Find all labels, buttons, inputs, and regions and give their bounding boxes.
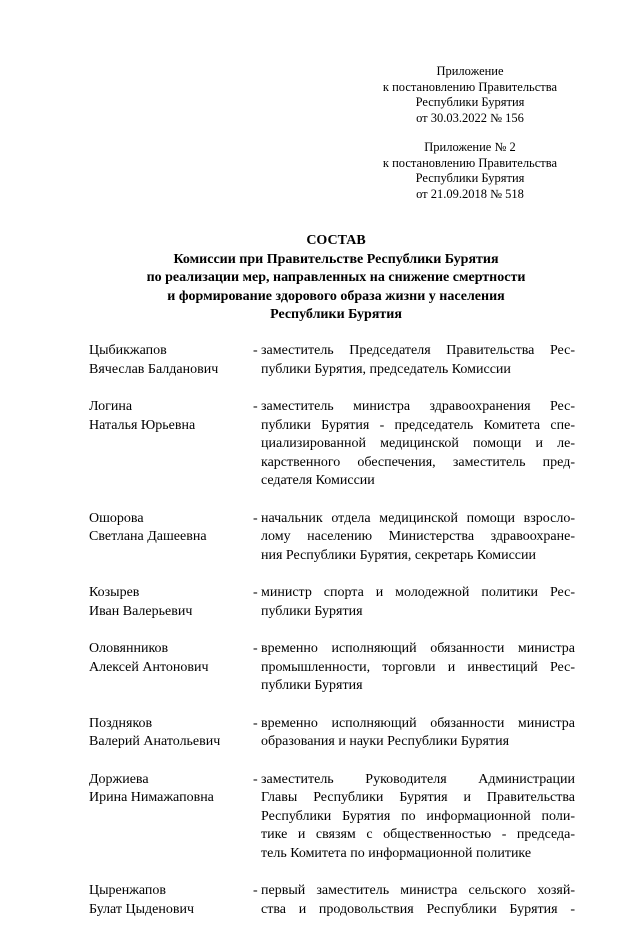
member-surname: Доржиева: [89, 771, 149, 787]
member-entry: [89, 342, 575, 379]
member-surname: Цыбикжапов: [89, 343, 167, 358]
document-title: [80, 232, 592, 325]
member-dash: -: [253, 399, 258, 414]
member-name: [89, 342, 253, 379]
appendix-line: от 30.03.2022 № 156: [416, 110, 524, 125]
member-role: [261, 640, 575, 696]
member-given-names: Светлана Дашеевна: [89, 529, 207, 544]
role-line: тике и связям с общественностью - председа-: [261, 827, 575, 842]
member-role: [261, 882, 575, 919]
role-line: Республики Бурятия по информационной поли-: [261, 808, 575, 824]
appendix-note-original: [360, 140, 580, 202]
member-dash: -: [253, 585, 258, 600]
member-given-names: Булат Цыденович: [89, 901, 195, 917]
role-line: первый заместитель министра сельского хозяй-: [261, 883, 575, 898]
title-line: СОСТАВ: [306, 233, 366, 248]
member-entry: [89, 771, 575, 864]
role-line: седателя Комиссии: [261, 473, 375, 488]
role-line: министр спорта и молодежной политики Рес-: [261, 585, 575, 600]
member-entry: [89, 398, 575, 491]
appendix-line: Республики Бурятия: [415, 95, 525, 109]
title-line: Комиссии при Правительстве Республики Бурятия: [173, 251, 499, 267]
member-role: [261, 771, 575, 864]
appendix-line: Приложение № 2: [424, 140, 516, 154]
role-line: ства и продовольствия Республики Бурятия -: [261, 901, 575, 917]
role-line: публики Бурятия - председатель Комитета спе-: [261, 417, 575, 433]
member-entry: [89, 715, 575, 752]
member-surname: Ошорова: [89, 510, 144, 526]
appendix-line: Республики Бурятия: [415, 171, 525, 185]
role-line: временно исполняющий обязанности министра: [261, 641, 575, 656]
member-surname: Козырев: [89, 585, 140, 600]
role-line: тель Комитета по информационной политике: [261, 845, 532, 861]
role-line: заместитель министра здравоохранения Рес-: [261, 399, 575, 414]
role-line: начальник отдела медицинской помощи взросло-: [261, 510, 575, 526]
member-surname: Поздняков: [89, 715, 153, 731]
member-dash: -: [253, 771, 258, 787]
member-name: [89, 510, 253, 566]
appendix-line: к постановлению Правительства: [382, 79, 558, 94]
appendix-note-current: [360, 64, 580, 126]
member-dash: -: [253, 715, 258, 731]
member-role: [261, 715, 575, 752]
member-surname: Цыренжапов: [89, 883, 167, 898]
appendix-line: к постановлению Правительства: [382, 155, 558, 170]
role-line: циализированной медицинской помощи и ле-: [261, 436, 575, 451]
title-line: и формирование здорового образа жизни у населения: [167, 288, 505, 304]
role-line: ния Республики Бурятия, секретарь Комиссии: [261, 547, 536, 563]
member-entry: [89, 640, 575, 696]
member-given-names: Валерий Анатольевич: [89, 734, 221, 749]
role-line: Главы Республики Бурятия и Правительства: [261, 790, 575, 805]
commission-members-list: [89, 342, 575, 938]
member-name: [89, 640, 253, 696]
role-line: заместитель Председателя Правительства Рес-: [261, 343, 575, 358]
role-line: публики Бурятия, председатель Комиссии: [261, 361, 511, 377]
member-role: [261, 584, 575, 621]
member-name: [89, 715, 253, 752]
appendix-line: Приложение: [436, 64, 504, 78]
member-given-names: Алексей Антонович: [89, 659, 209, 675]
role-line: лому населению Министерства здравоохране-: [261, 529, 575, 544]
member-entry: [89, 584, 575, 621]
member-name: [89, 882, 253, 919]
title-line: по реализации мер, направленных на снижение смертности: [146, 270, 526, 285]
member-role: [261, 342, 575, 379]
member-dash: -: [253, 641, 258, 656]
member-dash: -: [253, 343, 258, 358]
member-given-names: Наталья Юрьевна: [89, 417, 196, 433]
member-given-names: Ирина Нимажаповна: [89, 790, 214, 805]
title-line: Республики Бурятия: [270, 307, 402, 322]
role-line: образования и науки Республики Бурятия: [261, 734, 510, 749]
member-dash: -: [253, 883, 258, 898]
role-line: публики Бурятия: [261, 603, 363, 619]
role-line: карственного обеспечения, заместитель пред-: [261, 454, 575, 470]
member-entry: [89, 510, 575, 566]
role-line: публики Бурятия: [261, 678, 363, 693]
role-line: промышленности, торговли и инвестиций Рес-: [261, 659, 575, 675]
member-role: [261, 398, 575, 491]
member-given-names: Вячеслав Балданович: [89, 361, 219, 377]
member-dash: -: [253, 510, 258, 526]
member-surname: Логина: [89, 399, 133, 414]
role-line: заместитель Руководителя Администрации: [261, 771, 575, 787]
role-line: временно исполняющий обязанности министра: [261, 715, 575, 731]
member-name: [89, 398, 253, 491]
member-surname: Оловянников: [89, 641, 169, 656]
appendix-line: от 21.09.2018 № 518: [416, 186, 524, 201]
member-name: [89, 771, 253, 864]
member-role: [261, 510, 575, 566]
member-entry: [89, 882, 575, 919]
member-given-names: Иван Валерьевич: [89, 603, 193, 619]
member-name: [89, 584, 253, 621]
